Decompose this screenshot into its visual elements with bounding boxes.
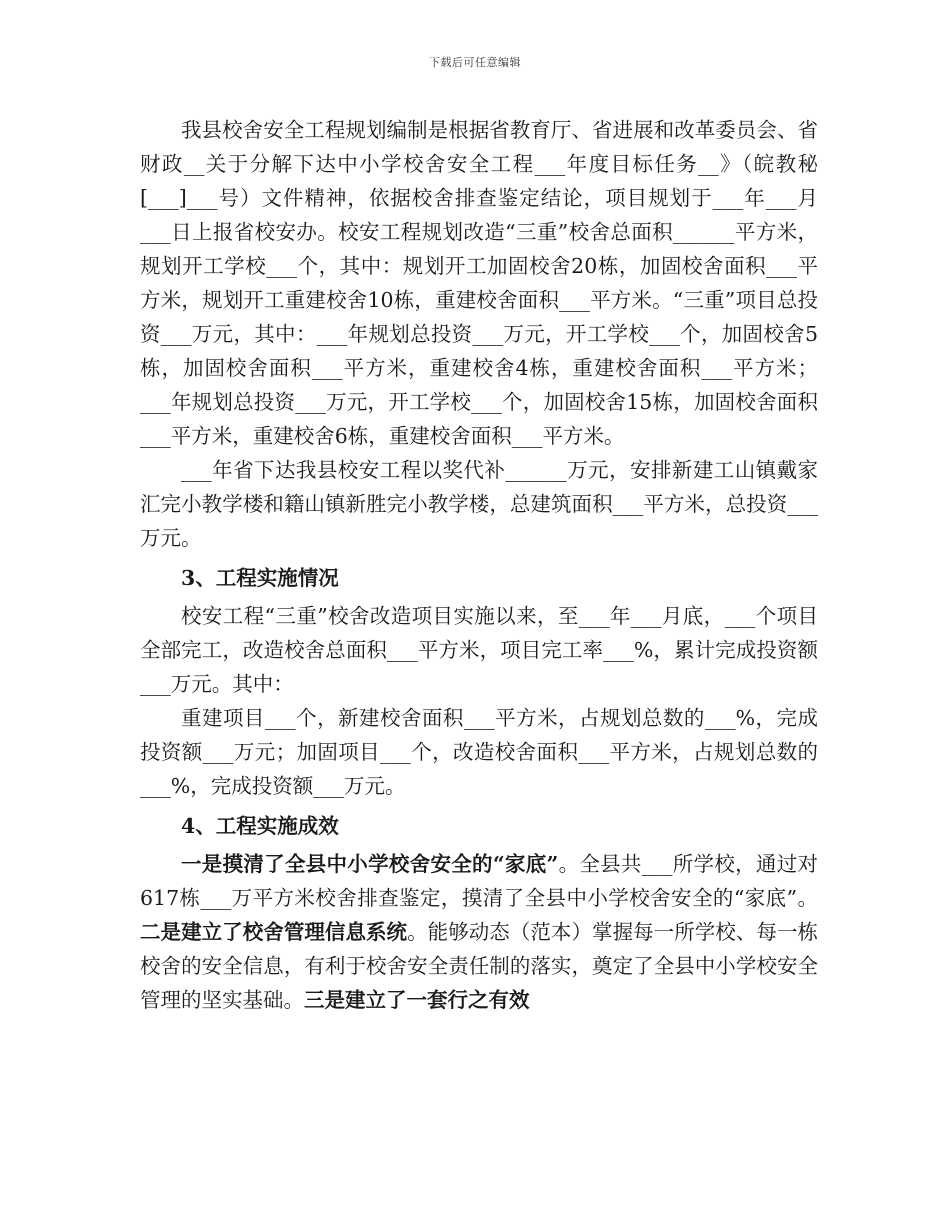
page-header: 下载后可任意编辑	[429, 56, 521, 69]
document-body	[140, 113, 818, 1017]
paragraph-results	[140, 847, 818, 1017]
paragraph-implementation-details: 重建项目___个，新建校舍面积___平方米，占规划总数的___%，完成投资额___万元；加固项目___个，改造校舍面积___平方米，占规划总数的___%，完成投资额___万元。	[140, 706, 818, 798]
result-point-3-bold: 三是建立了一套行之有效	[304, 988, 530, 1012]
section-heading-implementation: 3、工程实施情况	[181, 566, 339, 590]
result-point-2-text: 。能够动态（范本）掌握每一所学校、每一栋校舍的安全信息，有利于校舍安全责任制的落实，奠定了全县中小学校安全管理的坚实基础。	[140, 920, 818, 1012]
paragraph-provincial-subsidy: ___年省下达我县校安工程以奖代补______万元，安排新建工山镇戴家汇完小教学楼和籍山镇新胜完小教学楼，总建筑面积___平方米，总投资___万元。	[140, 458, 818, 550]
paragraph-implementation-progress: 校安工程“三重”校舍改造项目实施以来，至___年___月底，___个项目全部完工，改造校舍总面积___平方米，项目完工率___%，累计完成投资额___万元。其中：	[140, 604, 818, 696]
result-point-1-text: 。全县共___所学校，通过对617栋___万平方米校舍排查鉴定，摸清了全县中小学校舍安全的“家底”。	[140, 852, 818, 910]
result-point-2-bold: 二是建立了校舍管理信息系统	[140, 920, 408, 944]
section-heading-results: 4、工程实施成效	[181, 814, 339, 838]
paragraph-planning: 我县校舍安全工程规划编制是根据省教育厅、省进展和改革委员会、省财政__关于分解下达中小学校舍安全工程___年度目标任务__》（皖教秘[___]___号）文件精神，依据校舍排查鉴定结论，项目规划于___年___月___日上报省校安办。校安工程规划改造“三重”校舍总面积______平方米，规划开工学校___个，其中：规划开工加固校舍20栋，加固校舍面积___平方米，规划开工重建校舍10栋，重建校舍面积___平方米。“三重”项目总投资___万元，其中：___年规划总投资___万元，开工学校___个，加固校舍5栋，加固校舍面积___平方米，重建校舍4栋，重建校舍面积___平方米；___年规划总投资___万元，开工学校___个，加固校舍15栋，加固校舍面积___平方米，重建校舍6栋，重建校舍面积___平方米。	[140, 118, 818, 448]
result-point-1-bold: 一是摸清了全县中小学校舍安全的“家底”	[181, 852, 559, 876]
